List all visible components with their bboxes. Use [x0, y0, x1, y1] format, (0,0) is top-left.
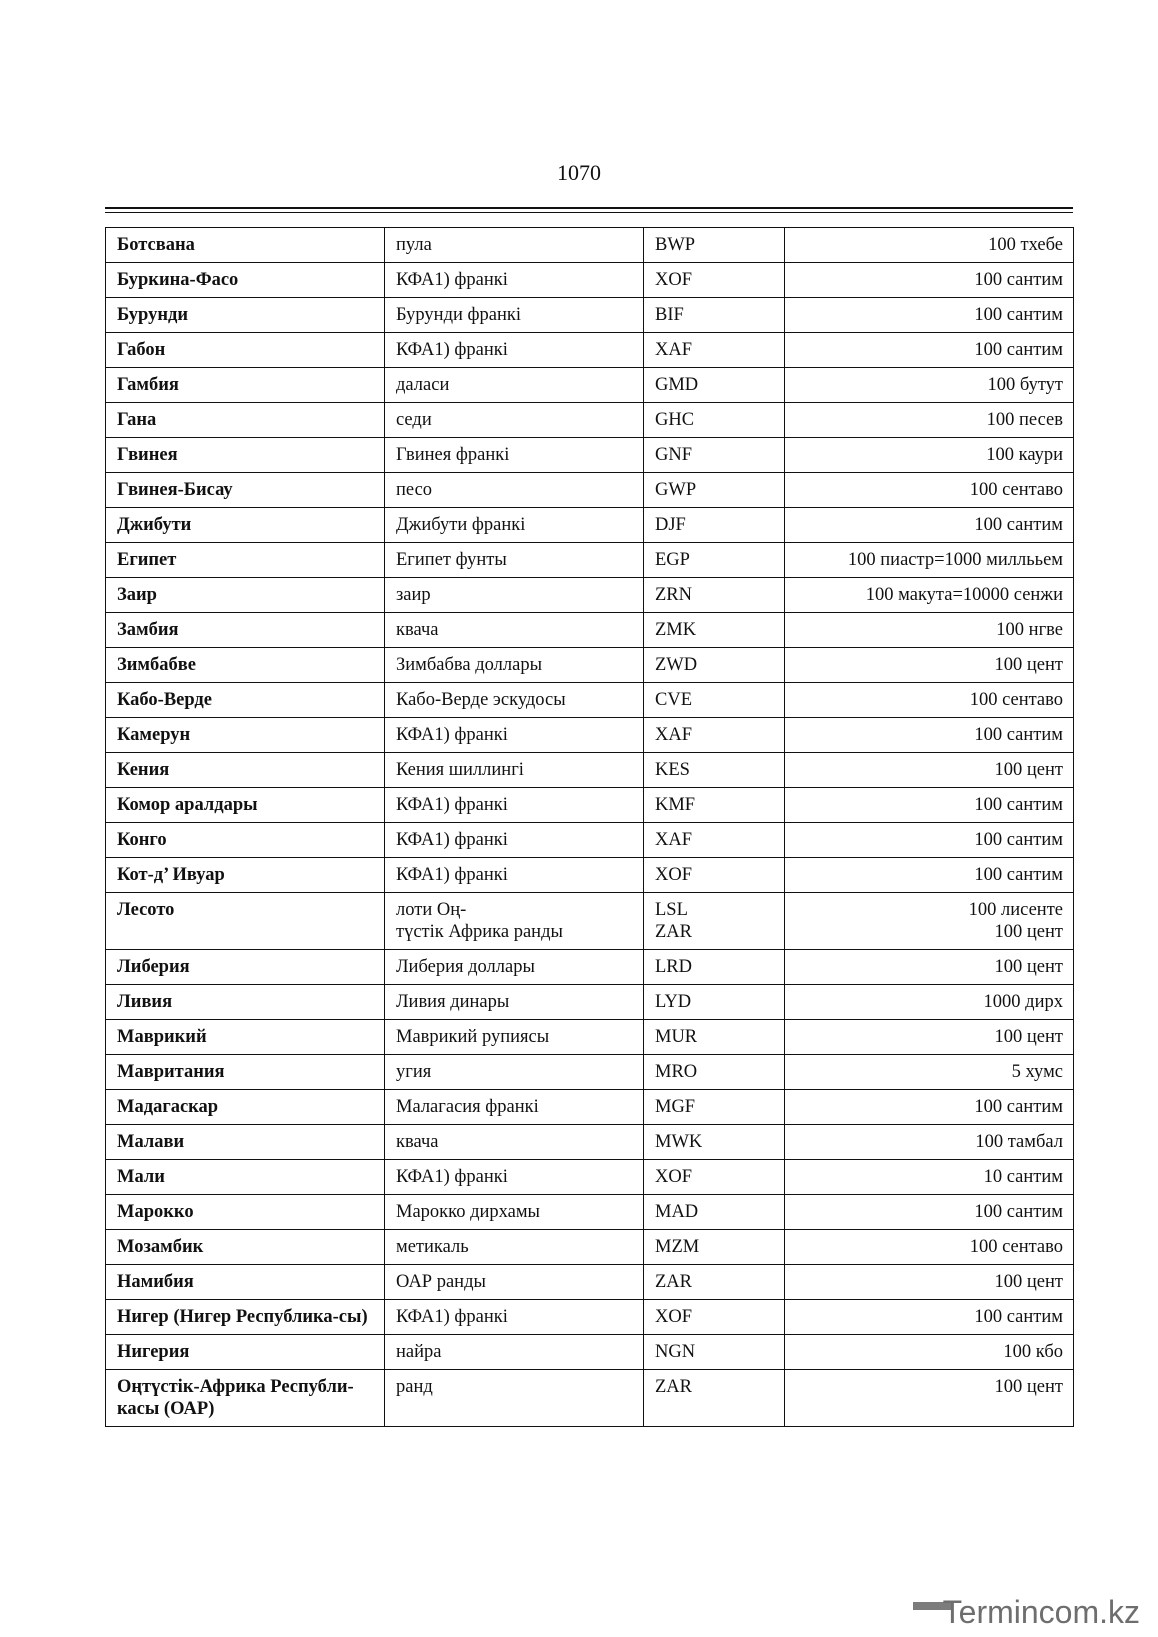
currency-cell-line: КФА1) франкі — [396, 270, 508, 290]
subunit-cell-line: 10 сантим — [983, 1167, 1063, 1187]
subunit-cell — [785, 950, 1074, 985]
currency-cell — [385, 1125, 644, 1160]
currency-cell-line: Зимбабва доллары — [396, 655, 543, 675]
subunit-cell — [785, 753, 1074, 788]
currency-cell — [385, 543, 644, 578]
country-cell: Нигер (Нигер Республика-сы) — [106, 1300, 385, 1335]
table-row — [106, 228, 1074, 263]
table-row — [106, 823, 1074, 858]
code-cell — [644, 228, 785, 263]
code-cell — [644, 508, 785, 543]
currency-cell — [385, 823, 644, 858]
code-cell — [644, 473, 785, 508]
country-cell: Кот-д’ Ивуар — [106, 858, 385, 893]
country-cell: Оңтүстік-Африка Республи-касы (ОАР) — [106, 1370, 385, 1427]
currency-cell-line: лоти Оң- — [396, 900, 467, 920]
currency-cell-line: түстік Африка ранды — [396, 922, 563, 942]
subunit-cell-line: 100 каури — [986, 445, 1063, 465]
subunit-cell — [785, 788, 1074, 823]
subunit-cell — [785, 228, 1074, 263]
subunit-cell-line: 100 цент — [994, 1377, 1063, 1397]
country-cell: Мозамбик — [106, 1230, 385, 1265]
code-cell-line: LRD — [655, 957, 692, 977]
country-cell: Гамбия — [106, 368, 385, 403]
subunit-cell — [785, 1090, 1074, 1125]
subunit-cell-line: 5 хумс — [1011, 1062, 1063, 1082]
code-cell-line: KMF — [655, 795, 696, 815]
code-cell-line: GWP — [655, 480, 697, 500]
table-row — [106, 1090, 1074, 1125]
currency-cell-line: Кения шиллингі — [396, 760, 524, 780]
country-cell: Египет — [106, 543, 385, 578]
table-row — [106, 950, 1074, 985]
code-cell-line: MAD — [655, 1202, 699, 1222]
subunit-cell — [785, 543, 1074, 578]
currency-cell — [385, 753, 644, 788]
table-row — [106, 985, 1074, 1020]
country-cell: Малави — [106, 1125, 385, 1160]
table-row — [106, 893, 1074, 950]
code-cell-line: ZAR — [655, 922, 692, 942]
table-row — [106, 578, 1074, 613]
subunit-cell — [785, 648, 1074, 683]
subunit-cell — [785, 1265, 1074, 1300]
code-cell-line: ZAR — [655, 1377, 692, 1397]
country-cell: Конго — [106, 823, 385, 858]
table-row — [106, 1055, 1074, 1090]
code-cell — [644, 1055, 785, 1090]
currency-cell-line: даласи — [396, 375, 450, 395]
subunit-cell-line: 100 макута=10000 сенжи — [865, 585, 1063, 605]
subunit-cell-line: 100 тамбал — [975, 1132, 1063, 1152]
currency-cell-line: Египет фунты — [396, 550, 507, 570]
header-rule-thin — [105, 212, 1073, 213]
currency-table — [105, 227, 1074, 1427]
currency-cell-line: Джибути франкі — [396, 515, 526, 535]
code-cell-line: GHC — [655, 410, 695, 430]
country-cell: Мавритания — [106, 1055, 385, 1090]
subunit-cell — [785, 858, 1074, 893]
currency-cell-line: Марокко дирхамы — [396, 1202, 540, 1222]
currency-cell — [385, 1265, 644, 1300]
code-cell — [644, 858, 785, 893]
subunit-cell — [785, 403, 1074, 438]
subunit-cell-line: 100 цент — [994, 1272, 1063, 1292]
code-cell — [644, 333, 785, 368]
subunit-cell — [785, 1230, 1074, 1265]
country-cell: Бурунди — [106, 298, 385, 333]
currency-cell — [385, 893, 644, 950]
country-cell: Габон — [106, 333, 385, 368]
table-row — [106, 1195, 1074, 1230]
currency-cell-line: заир — [396, 585, 431, 605]
table-row — [106, 718, 1074, 753]
subunit-cell — [785, 333, 1074, 368]
currency-cell-line: КФА1) франкі — [396, 1167, 508, 1187]
code-cell-line: XOF — [655, 270, 693, 290]
currency-cell — [385, 1160, 644, 1195]
table-row — [106, 368, 1074, 403]
currency-cell-line: КФА1) франкі — [396, 1307, 508, 1327]
code-cell — [644, 1125, 785, 1160]
code-cell-line: XOF — [655, 1307, 693, 1327]
code-cell — [644, 718, 785, 753]
code-cell-line: GNF — [655, 445, 693, 465]
table-row — [106, 683, 1074, 718]
subunit-cell-line: 100 цент — [994, 922, 1063, 942]
currency-table-body — [106, 228, 1074, 1427]
subunit-cell — [785, 298, 1074, 333]
country-cell: Марокко — [106, 1195, 385, 1230]
code-cell — [644, 753, 785, 788]
code-cell-line: LYD — [655, 992, 692, 1012]
subunit-cell-line: 100 сантим — [974, 1202, 1063, 1222]
code-cell-line: MZM — [655, 1237, 700, 1257]
currency-cell-line: КФА1) франкі — [396, 830, 508, 850]
currency-cell-line: Малагасия франкі — [396, 1097, 539, 1117]
subunit-cell-line: 100 цент — [994, 957, 1063, 977]
currency-cell — [385, 613, 644, 648]
subunit-cell — [785, 1125, 1074, 1160]
subunit-cell — [785, 1195, 1074, 1230]
subunit-cell — [785, 263, 1074, 298]
subunit-cell — [785, 1055, 1074, 1090]
code-cell — [644, 403, 785, 438]
code-cell — [644, 683, 785, 718]
currency-cell-line: квача — [396, 620, 439, 640]
currency-cell — [385, 438, 644, 473]
subunit-cell — [785, 718, 1074, 753]
currency-cell-line: КФА1) франкі — [396, 795, 508, 815]
table-row — [106, 1265, 1074, 1300]
currency-cell — [385, 718, 644, 753]
currency-cell-line: пула — [396, 235, 432, 255]
page-number: 1070 — [557, 160, 601, 185]
code-cell — [644, 788, 785, 823]
code-cell — [644, 950, 785, 985]
code-cell-line: ZWD — [655, 655, 698, 675]
code-cell-line: CVE — [655, 690, 692, 710]
code-cell-line: LSL — [655, 900, 688, 920]
country-cell: Гана — [106, 403, 385, 438]
code-cell-line: BIF — [655, 305, 684, 325]
country-cell: Мадагаскар — [106, 1090, 385, 1125]
code-cell-line: ZAR — [655, 1272, 692, 1292]
table-row — [106, 1335, 1074, 1370]
code-cell — [644, 1090, 785, 1125]
code-cell-line: XAF — [655, 340, 693, 360]
code-cell-line: GMD — [655, 375, 699, 395]
country-cell: Ливия — [106, 985, 385, 1020]
currency-cell-line: Либерия доллары — [396, 957, 535, 977]
subunit-cell — [785, 683, 1074, 718]
currency-cell-line: Кабо-Верде эскудосы — [396, 690, 566, 710]
code-cell — [644, 1160, 785, 1195]
country-cell: Либерия — [106, 950, 385, 985]
currency-cell-line: угия — [396, 1062, 432, 1082]
subunit-cell-line: 100 сантим — [974, 830, 1063, 850]
currency-cell — [385, 858, 644, 893]
subunit-cell-line: 100 цент — [994, 655, 1063, 675]
currency-cell — [385, 368, 644, 403]
subunit-cell-line: 100 сентаво — [969, 1237, 1063, 1257]
country-cell: Замбия — [106, 613, 385, 648]
code-cell — [644, 543, 785, 578]
code-cell-line: KES — [655, 760, 690, 780]
code-cell-line: MGF — [655, 1097, 696, 1117]
subunit-cell-line: 100 песев — [986, 410, 1063, 430]
currency-cell — [385, 508, 644, 543]
country-cell: Заир — [106, 578, 385, 613]
currency-cell — [385, 648, 644, 683]
code-cell-line: EGP — [655, 550, 690, 570]
code-cell-line: DJF — [655, 515, 686, 535]
currency-cell — [385, 578, 644, 613]
subunit-cell — [785, 368, 1074, 403]
currency-cell — [385, 298, 644, 333]
currency-cell — [385, 788, 644, 823]
currency-cell — [385, 1300, 644, 1335]
code-cell-line: ZRN — [655, 585, 692, 605]
country-cell: Комор аралдары — [106, 788, 385, 823]
currency-cell — [385, 985, 644, 1020]
currency-cell-line: КФА1) франкі — [396, 865, 508, 885]
table-row — [106, 298, 1074, 333]
country-cell: Лесото — [106, 893, 385, 950]
table-row — [106, 473, 1074, 508]
currency-cell — [385, 1020, 644, 1055]
table-row — [106, 1230, 1074, 1265]
table-row — [106, 403, 1074, 438]
table-row — [106, 263, 1074, 298]
currency-cell-line: Ливия динары — [396, 992, 510, 1012]
currency-cell-line: квача — [396, 1132, 439, 1152]
subunit-cell — [785, 893, 1074, 950]
subunit-cell-line: 100 сантим — [974, 270, 1063, 290]
code-cell — [644, 1370, 785, 1427]
subunit-cell — [785, 473, 1074, 508]
subunit-cell-line: 100 сантим — [974, 340, 1063, 360]
table-row — [106, 1020, 1074, 1055]
code-cell — [644, 648, 785, 683]
table-row — [106, 438, 1074, 473]
subunit-cell — [785, 985, 1074, 1020]
subunit-cell-line: 100 цент — [994, 1027, 1063, 1047]
subunit-cell-line: 100 сантим — [974, 795, 1063, 815]
code-cell — [644, 263, 785, 298]
table-row — [106, 543, 1074, 578]
currency-cell-line: Маврикий рупиясы — [396, 1027, 550, 1047]
currency-cell — [385, 403, 644, 438]
table-row — [106, 1125, 1074, 1160]
code-cell — [644, 1195, 785, 1230]
currency-cell-line: КФА1) франкі — [396, 725, 508, 745]
table-row — [106, 788, 1074, 823]
subunit-cell-line: 100 цент — [994, 760, 1063, 780]
header-rule — [105, 207, 1073, 209]
code-cell — [644, 368, 785, 403]
country-cell: Джибути — [106, 508, 385, 543]
subunit-cell — [785, 1370, 1074, 1427]
code-cell — [644, 893, 785, 950]
subunit-cell — [785, 508, 1074, 543]
code-cell-line: NGN — [655, 1342, 696, 1362]
country-cell: Буркина-Фасо — [106, 263, 385, 298]
currency-cell — [385, 1335, 644, 1370]
code-cell-line: ZMK — [655, 620, 697, 640]
table-row — [106, 333, 1074, 368]
site-watermark-logo — [913, 1594, 1140, 1631]
subunit-cell-line: 100 нгве — [996, 620, 1063, 640]
code-cell — [644, 823, 785, 858]
table-row — [106, 1300, 1074, 1335]
subunit-cell — [785, 613, 1074, 648]
country-cell: Камерун — [106, 718, 385, 753]
subunit-cell-line: 100 сантим — [974, 725, 1063, 745]
subunit-cell-line: 100 сантим — [974, 865, 1063, 885]
currency-cell — [385, 263, 644, 298]
currency-cell-line: песо — [396, 480, 433, 500]
table-row — [106, 508, 1074, 543]
currency-cell — [385, 1230, 644, 1265]
code-cell — [644, 1300, 785, 1335]
currency-cell-line: ранд — [396, 1377, 433, 1397]
code-cell — [644, 438, 785, 473]
currency-cell — [385, 228, 644, 263]
subunit-cell-line: 100 сантим — [974, 515, 1063, 535]
code-cell — [644, 1265, 785, 1300]
subunit-cell-line: 100 тхебе — [988, 235, 1063, 255]
country-cell: Кения — [106, 753, 385, 788]
code-cell-line: XAF — [655, 830, 693, 850]
code-cell-line: XAF — [655, 725, 693, 745]
subunit-cell — [785, 438, 1074, 473]
subunit-cell — [785, 578, 1074, 613]
country-cell: Гвинея-Бисау — [106, 473, 385, 508]
subunit-cell — [785, 1335, 1074, 1370]
table-row — [106, 858, 1074, 893]
subunit-cell-line: 100 лисенте — [968, 900, 1063, 920]
currency-cell-line: Бурунди франкі — [396, 305, 521, 325]
currency-cell-line: КФА1) франкі — [396, 340, 508, 360]
code-cell — [644, 578, 785, 613]
code-cell-line: XOF — [655, 1167, 693, 1187]
currency-cell — [385, 1195, 644, 1230]
code-cell — [644, 613, 785, 648]
code-cell-line: XOF — [655, 865, 693, 885]
currency-cell-line: найра — [396, 1342, 442, 1362]
table-row — [106, 613, 1074, 648]
code-cell — [644, 1335, 785, 1370]
table-row — [106, 1160, 1074, 1195]
country-cell: Ботсвана — [106, 228, 385, 263]
country-cell: Намибия — [106, 1265, 385, 1300]
subunit-cell-line: 100 сантим — [974, 1097, 1063, 1117]
table-row — [106, 1370, 1074, 1427]
subunit-cell — [785, 1300, 1074, 1335]
country-cell: Кабо-Верде — [106, 683, 385, 718]
currency-cell — [385, 1090, 644, 1125]
country-cell: Гвинея — [106, 438, 385, 473]
code-cell-line: BWP — [655, 235, 696, 255]
subunit-cell-line: 100 сантим — [974, 1307, 1063, 1327]
currency-cell-line: седи — [396, 410, 432, 430]
code-cell-line: MRO — [655, 1062, 698, 1082]
code-cell — [644, 1230, 785, 1265]
table-row — [106, 648, 1074, 683]
country-cell: Мали — [106, 1160, 385, 1195]
subunit-cell — [785, 823, 1074, 858]
subunit-cell-line: 100 кбо — [1003, 1342, 1063, 1362]
currency-cell — [385, 683, 644, 718]
currency-cell — [385, 950, 644, 985]
country-cell: Нигерия — [106, 1335, 385, 1370]
country-cell: Маврикий — [106, 1020, 385, 1055]
currency-cell — [385, 333, 644, 368]
subunit-cell — [785, 1160, 1074, 1195]
currency-cell — [385, 1055, 644, 1090]
code-cell — [644, 298, 785, 333]
code-cell-line: MUR — [655, 1027, 698, 1047]
subunit-cell-line: 100 пиастр=1000 миллььем — [847, 550, 1063, 570]
currency-cell-line: метикаль — [396, 1237, 469, 1257]
code-cell-line: MWK — [655, 1132, 703, 1152]
subunit-cell-line: 1000 дирх — [983, 992, 1063, 1012]
subunit-cell-line: 100 бутут — [987, 375, 1063, 395]
subunit-cell-line: 100 сантим — [974, 305, 1063, 325]
country-cell: Зимбабве — [106, 648, 385, 683]
code-cell — [644, 985, 785, 1020]
watermark-text: Termincom.kz — [942, 1594, 1140, 1630]
subunit-cell — [785, 1020, 1074, 1055]
subunit-cell-line: 100 сентаво — [969, 690, 1063, 710]
subunit-cell-line: 100 сентаво — [969, 480, 1063, 500]
currency-cell — [385, 1370, 644, 1427]
table-row — [106, 753, 1074, 788]
code-cell — [644, 1020, 785, 1055]
currency-cell-line: ОАР ранды — [396, 1272, 486, 1292]
currency-cell-line: Гвинея франкі — [396, 445, 510, 465]
currency-cell — [385, 473, 644, 508]
